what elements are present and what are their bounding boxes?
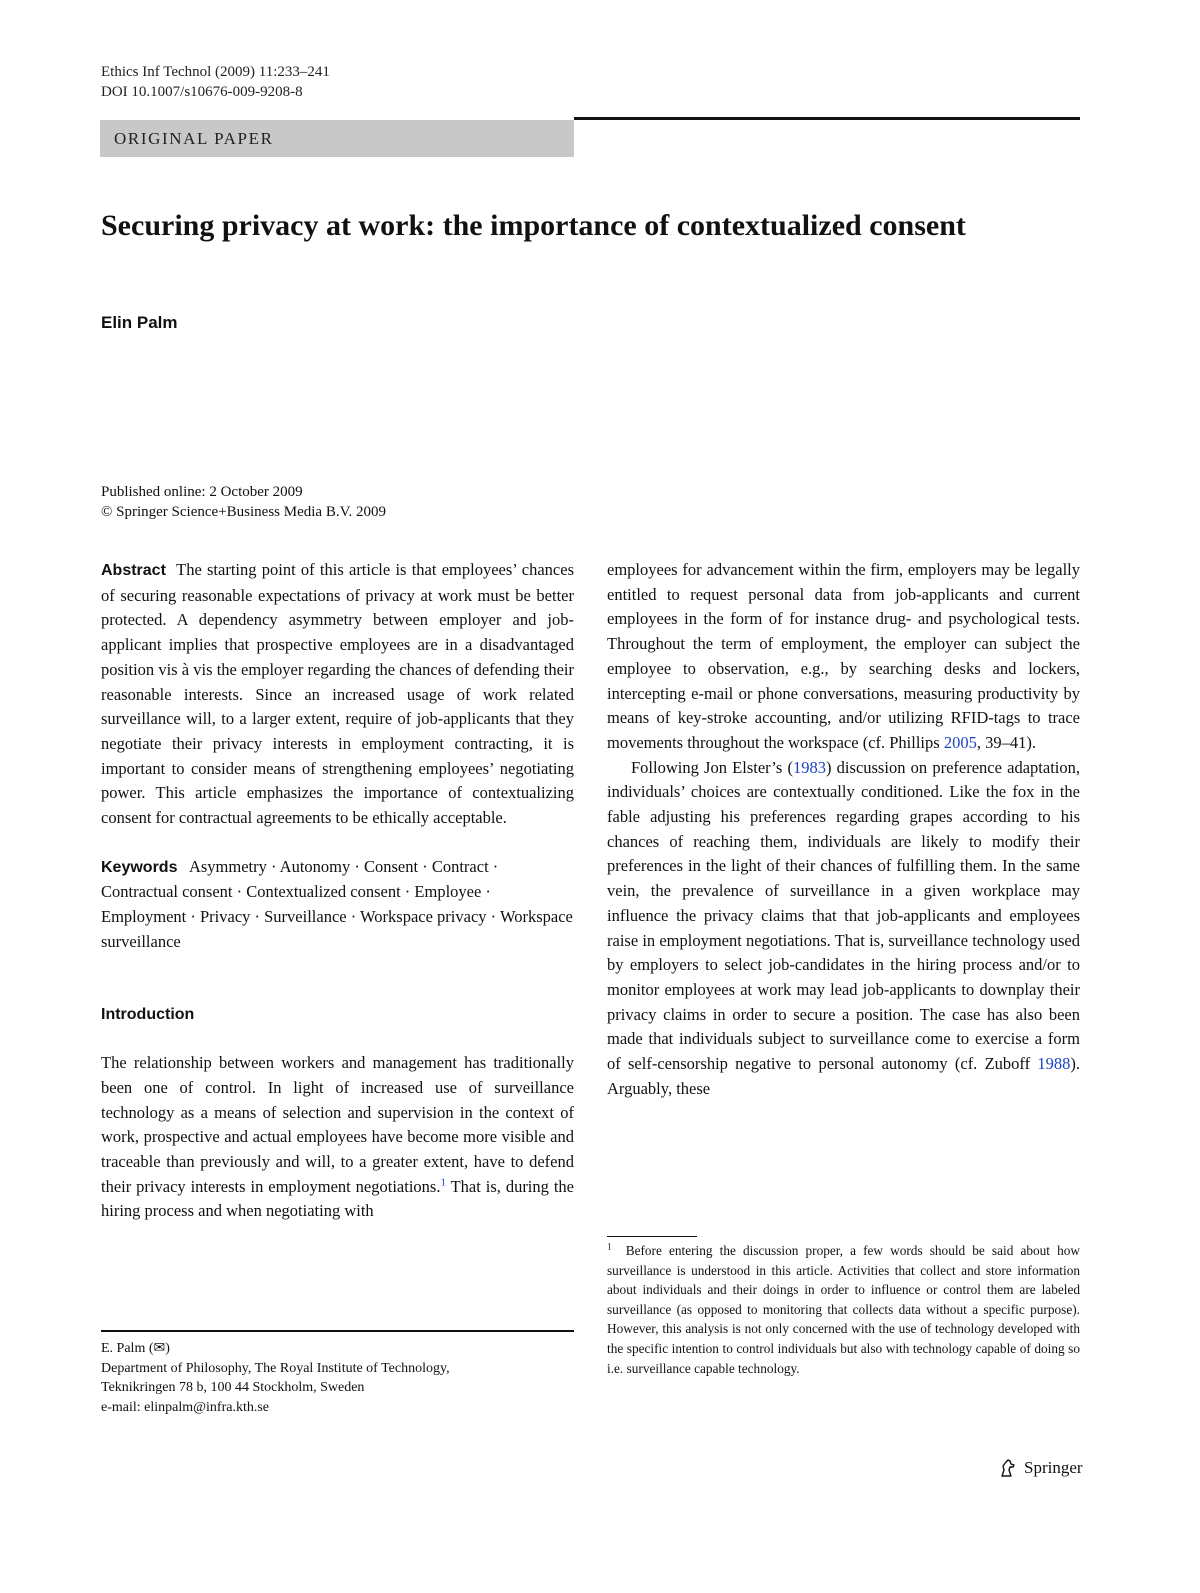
footnote-1 (607, 1241, 1080, 1378)
abstract-label: Abstract (101, 562, 166, 579)
publication-info (101, 482, 386, 522)
footnote-text: Before entering the discussion proper, a few words should be said about how surveillance is understood in this article. Activities that collect and store information about individuals and their doings in order to influence or control them are labeled surveillance (as opposed to monitoring that collects data without a specific purpose). However, this analysis is not only concerned with the use of technology developed with the specific intention to control individuals but also with technology capable of doing so i.e. surveillance capable technology. (607, 1243, 1080, 1376)
footnote-ref-1[interactable]: 1 (440, 1176, 446, 1189)
affiliation-address: Teknikringen 78 b, 100 44 Stockholm, Sweden (101, 1380, 365, 1396)
intro-paragraph-2 (607, 756, 1080, 1102)
section-heading-introduction: Introduction (101, 1005, 195, 1023)
copyright: © Springer Science+Business Media B.V. 2009 (101, 504, 386, 520)
journal-info (101, 62, 330, 102)
affiliation-name: E. Palm (✉) (101, 1341, 170, 1356)
left-column (101, 558, 574, 1224)
article-type-banner: ORIGINAL PAPER (100, 120, 574, 157)
keywords (101, 855, 574, 955)
publisher-name: Springer (1024, 1458, 1083, 1477)
header-rule (574, 117, 1080, 120)
publisher-logo (998, 1458, 1083, 1478)
citation-link-elster[interactable]: 1983 (792, 757, 826, 777)
intro-text: Following Jon Elster’s ( (631, 757, 793, 777)
abstract (101, 558, 574, 831)
right-column (607, 558, 1080, 1101)
intro-text: employees for advancement within the firm, employers may be legally entitled to request personal data from job-applicants and current employees in the form of for instance drug- and psychological tests. Throughout the term of employment, the employer can subject the employee to observation, e.g., by searching desks and lockers, intercepting e-mail or phone conversations, measuring productivity by means of key-stroke accounting, and/or utilizing RFID-tags to trace movements throughout the workspace (cf. Phillips (607, 560, 1080, 752)
affiliation-email[interactable]: e-mail: elinpalm@infra.kth.se (101, 1399, 270, 1415)
intro-text: ). Arguably, these (607, 1054, 1080, 1098)
affiliation-rule (101, 1330, 574, 1332)
intro-text: The relationship between workers and management has traditionally been one of control. In light of increased use of surveillance technology as a means of selection and supervision in the context of work, prospective and actual employees have become more visible and traceable than previously and will, to a greater extent, have to defend their privacy interests in employment negotiations. (101, 1053, 574, 1196)
published-date: Published online: 2 October 2009 (101, 484, 303, 500)
intro-paragraph-1-continued (607, 558, 1080, 756)
keywords-label: Keywords (101, 858, 178, 876)
keywords-text: Asymmetry · Autonomy · Consent · Contract · Contractual consent · Contextualized consent · Employee · Employment · Privacy · Surveillance · Workspace privacy · Workspace surveillance (101, 856, 573, 951)
paper-title: Securing privacy at work: the importance of contextualized consent (101, 209, 966, 242)
intro-text: ) discussion on preference adaptation, individuals’ choices are contextually conditioned. Like the fox in the fable adjusting his preferences regarding grapes according to his chances of reaching them, individuals are likely to modify their preferences in the light of their chances of fulfilling them. In the same vein, the prevalence of surveillance in a given workplace may influence the privacy claims that that job-applicants and employees raise in employment negotiations. That is, surveillance technology used by employers to select job-candidates in the hiring process and/or to monitor employees at work may lead job-applicants to downplay their privacy claims in order to secure a position. The case has also been made that individuals subject to surveillance come to exercise a form of self-censorship negative to personal autonomy (cf. Zuboff (607, 757, 1080, 1074)
citation-link-zuboff[interactable]: 1988 (1037, 1054, 1071, 1074)
affiliation-dept: Department of Philosophy, The Royal Institute of Technology, (101, 1360, 450, 1376)
intro-text: , 39–41). (976, 732, 1036, 752)
intro-paragraph-1 (101, 1051, 574, 1224)
doi: DOI 10.1007/s10676-009-9208-8 (101, 84, 303, 100)
journal-citation: Ethics Inf Technol (2009) 11:233–241 (101, 64, 330, 80)
author-name: Elin Palm (101, 313, 178, 332)
affiliation (101, 1339, 574, 1417)
footnote-rule (607, 1236, 697, 1237)
citation-link-phillips[interactable]: 2005 (943, 732, 977, 752)
springer-horse-icon (998, 1458, 1018, 1478)
intro-text-cont: That is, during the hiring process and when negotiating with (101, 1176, 574, 1221)
footnote-number: 1 (607, 1241, 612, 1252)
abstract-text: The starting point of this article is that employees’ chances of securing reasonable expectations of privacy at work must be better protected. A dependency asymmetry between employer and job-applicant implies that prospective employees are in a disadvantaged position vis à vis the employer regarding the chances of defending their reasonable interests. Since an increased usage of work related surveillance will, to a larger extent, require of job-applicants that they negotiate their privacy interests in employment contracting, it is important to consider means of strengthening employees’ negotiating power. This article emphasizes the importance of contextualizing consent for contractual agreements to be ethically acceptable. (101, 560, 574, 828)
